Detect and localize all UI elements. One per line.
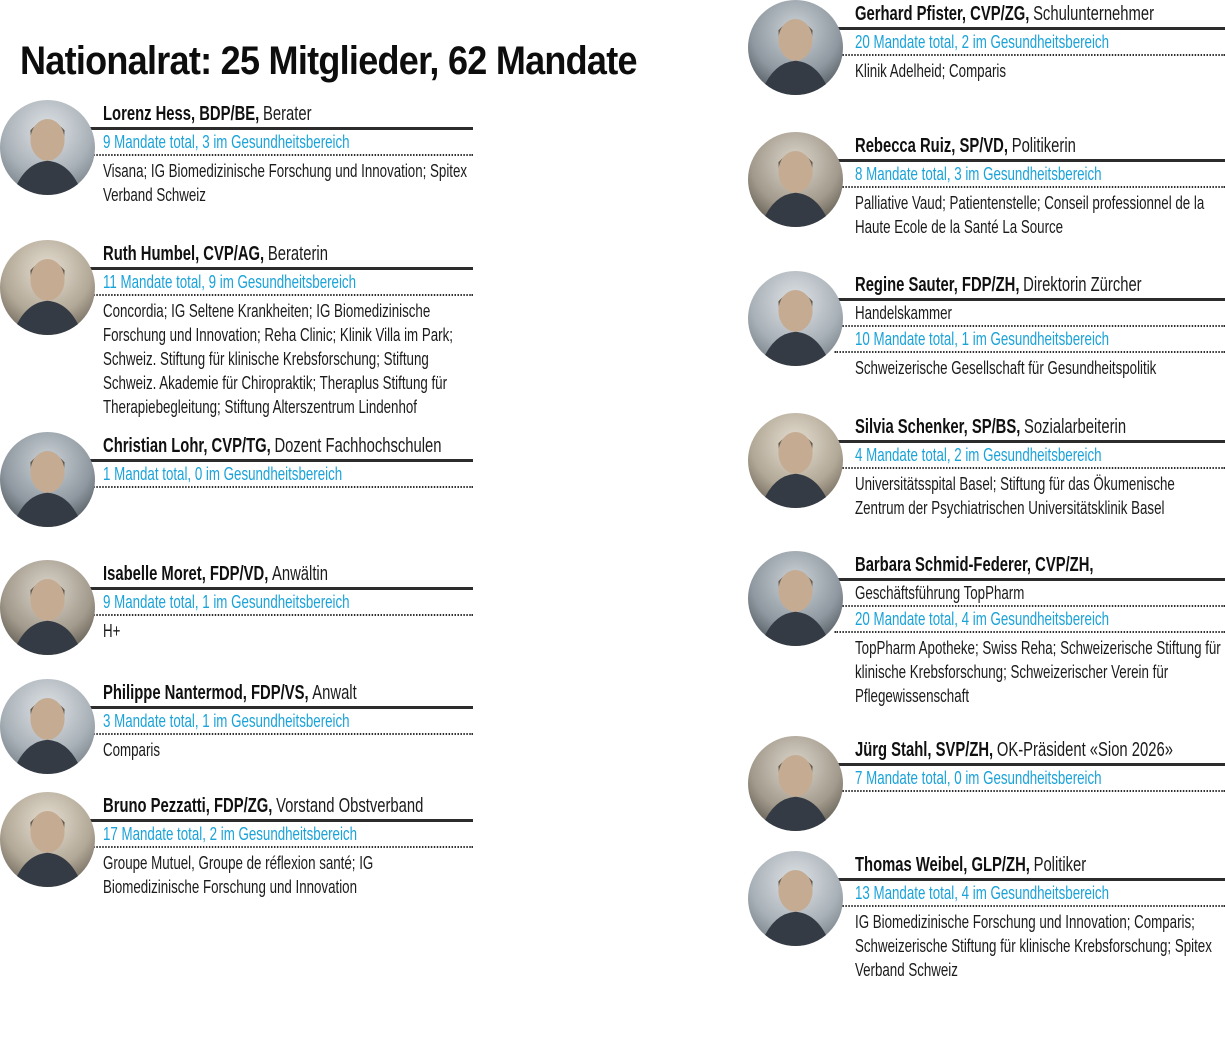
member-profession: Politikerin bbox=[1011, 135, 1076, 157]
member-text-block bbox=[855, 736, 1225, 792]
person-silhouette-icon bbox=[0, 432, 95, 527]
portrait-photo bbox=[748, 551, 843, 646]
member-text-block bbox=[103, 100, 483, 207]
person-silhouette-icon bbox=[748, 851, 843, 946]
member-profession: Berater bbox=[262, 103, 312, 125]
member-name-line bbox=[834, 271, 1225, 301]
mandate-summary: 10 Mandate total, 1 im Gesundheitsbereich bbox=[834, 327, 1225, 353]
person-silhouette-icon bbox=[748, 0, 843, 95]
member-profession: Schulunternehmer bbox=[1033, 3, 1155, 25]
member-text-block bbox=[103, 432, 483, 488]
mandate-summary: 9 Mandate total, 1 im Gesundheitsbereich bbox=[82, 590, 473, 616]
member-profession: Beraterin bbox=[267, 243, 328, 265]
member-profession: Anwältin bbox=[272, 563, 328, 585]
portrait-photo bbox=[0, 679, 95, 774]
member-profession: Politiker bbox=[1033, 854, 1087, 876]
member-name: Philippe Nantermod, FDP/VS, bbox=[103, 682, 309, 704]
member-profession: Anwalt bbox=[312, 682, 357, 704]
person-silhouette-icon bbox=[0, 679, 95, 774]
portrait-photo bbox=[748, 271, 843, 366]
organisations: Groupe Mutuel, Groupe de réflexion santé; IG Biomedizinische Forschung und Innovation bbox=[103, 853, 374, 897]
person-silhouette-icon bbox=[0, 792, 95, 887]
organisations: TopPharm Apotheke; Swiss Reha; Schweizerische Stiftung für klinische Krebsforschung; Schweizerischer Verein für Pflegewissenschaft bbox=[855, 638, 1221, 706]
member-name-line bbox=[82, 679, 473, 709]
person-silhouette-icon bbox=[0, 560, 95, 655]
member-name-line bbox=[834, 851, 1225, 881]
member-name-line bbox=[82, 100, 473, 130]
member-profession: Dozent Fachhochschulen bbox=[274, 435, 442, 457]
member-name: Thomas Weibel, GLP/ZH, bbox=[855, 854, 1030, 876]
member-name-line bbox=[834, 413, 1225, 443]
person-silhouette-icon bbox=[0, 100, 95, 195]
portrait-photo bbox=[748, 736, 843, 831]
mandate-summary: 8 Mandate total, 3 im Gesundheitsbereich bbox=[834, 162, 1225, 188]
mandate-summary: 17 Mandate total, 2 im Gesundheitsbereich bbox=[82, 822, 473, 848]
page-title: Nationalrat: 25 Mitglieder, 62 Mandate bbox=[20, 38, 637, 83]
member-profession-line2: Geschäftsführung TopPharm bbox=[834, 581, 1225, 607]
organisations: Klinik Adelheid; Comparis bbox=[855, 61, 1007, 81]
member-name: Lorenz Hess, BDP/BE, bbox=[103, 103, 260, 125]
mandate-summary: 20 Mandate total, 2 im Gesundheitsbereich bbox=[834, 30, 1225, 56]
member-name-line bbox=[834, 132, 1225, 162]
member-profession-line2: Handelskammer bbox=[834, 301, 1225, 327]
person-silhouette-icon bbox=[748, 413, 843, 508]
member-name-line bbox=[82, 240, 473, 270]
organisations: Schweizerische Gesellschaft für Gesundheitspolitik bbox=[855, 358, 1157, 378]
member-name: Ruth Humbel, CVP/AG, bbox=[103, 243, 265, 265]
member-name: Christian Lohr, CVP/TG, bbox=[103, 435, 271, 457]
member-entry bbox=[748, 551, 1225, 751]
member-name: Bruno Pezzatti, FDP/ZG, bbox=[103, 795, 273, 817]
member-name: Barbara Schmid-Federer, CVP/ZH, bbox=[855, 554, 1094, 576]
member-name-line bbox=[834, 736, 1225, 766]
organisations: Concordia; IG Seltene Krankheiten; IG Biomedizinische Forschung und Innovation; Reha Clinic; Klinik Villa im Park; Schweiz. Stiftung für klinische Krebsforschung; Stiftung Schweiz. Akademie für Chiropraktik; Theraplus Stiftung für Therapiebegleitung; Stiftung Alterszentrum Lindenhof bbox=[103, 301, 453, 417]
member-text-block bbox=[103, 560, 483, 643]
organisations: Comparis bbox=[103, 740, 161, 760]
portrait-photo bbox=[748, 851, 843, 946]
mandate-summary: 4 Mandate total, 2 im Gesundheitsbereich bbox=[834, 443, 1225, 469]
member-text-block bbox=[103, 792, 483, 899]
member-name-line bbox=[82, 792, 473, 822]
portrait-photo bbox=[0, 100, 95, 195]
mandate-summary: 11 Mandate total, 9 im Gesundheitsbereich bbox=[82, 270, 473, 296]
member-entry bbox=[748, 851, 1225, 1051]
member-name: Isabelle Moret, FDP/VD, bbox=[103, 563, 269, 585]
mandate-summary: 1 Mandat total, 0 im Gesundheitsbereich bbox=[82, 462, 473, 488]
member-text-block bbox=[855, 132, 1225, 239]
member-name-line bbox=[82, 560, 473, 590]
organisations: Palliative Vaud; Patientenstelle; Conseil professionnel de la Haute Ecole de la Santé La Source bbox=[855, 193, 1205, 237]
member-text-block bbox=[855, 413, 1225, 520]
member-text-block bbox=[103, 240, 483, 419]
person-silhouette-icon bbox=[748, 271, 843, 366]
mandate-summary: 3 Mandate total, 1 im Gesundheitsbereich bbox=[82, 709, 473, 735]
portrait-photo bbox=[0, 792, 95, 887]
portrait-photo bbox=[748, 0, 843, 95]
organisations: IG Biomedizinische Forschung und Innovation; Comparis; Schweizerische Stiftung für klinische Krebsforschung; Spitex Verband Schweiz bbox=[855, 912, 1212, 980]
person-silhouette-icon bbox=[748, 132, 843, 227]
portrait-photo bbox=[748, 132, 843, 227]
member-text-block bbox=[855, 271, 1225, 380]
mandate-summary: 13 Mandate total, 4 im Gesundheitsbereich bbox=[834, 881, 1225, 907]
portrait-photo bbox=[0, 560, 95, 655]
member-entry bbox=[0, 240, 477, 440]
member-name-line bbox=[834, 551, 1225, 581]
member-profession: Vorstand Obstverband bbox=[276, 795, 424, 817]
member-profession: Direktorin Zürcher bbox=[1023, 274, 1142, 296]
person-silhouette-icon bbox=[0, 240, 95, 335]
organisations: Universitätsspital Basel; Stiftung für das Ökumenische Zentrum der Psychiatrischen Universitätsklinik Basel bbox=[855, 474, 1175, 518]
person-silhouette-icon bbox=[748, 736, 843, 831]
organisations: Visana; IG Biomedizinische Forschung und Innovation; Spitex Verband Schweiz bbox=[103, 161, 468, 205]
mandate-summary: 9 Mandate total, 3 im Gesundheitsbereich bbox=[82, 130, 473, 156]
portrait-photo bbox=[0, 240, 95, 335]
member-profession: Sozialarbeiterin bbox=[1024, 416, 1127, 438]
member-text-block bbox=[855, 851, 1225, 982]
member-name: Silvia Schenker, SP/BS, bbox=[855, 416, 1021, 438]
portrait-photo bbox=[0, 432, 95, 527]
member-name: Jürg Stahl, SVP/ZH, bbox=[855, 739, 994, 761]
member-name-line bbox=[834, 0, 1225, 30]
mandate-summary: 20 Mandate total, 4 im Gesundheitsbereich bbox=[834, 607, 1225, 633]
portrait-photo bbox=[748, 413, 843, 508]
member-profession: OK-Präsident «Sion 2026» bbox=[996, 739, 1173, 761]
member-text-block bbox=[855, 0, 1225, 83]
member-name-line bbox=[82, 432, 473, 462]
mandate-summary: 7 Mandate total, 0 im Gesundheitsbereich bbox=[834, 766, 1225, 792]
member-name: Gerhard Pfister, CVP/ZG, bbox=[855, 3, 1030, 25]
member-text-block bbox=[855, 551, 1225, 708]
member-text-block bbox=[103, 679, 483, 762]
member-name: Rebecca Ruiz, SP/VD, bbox=[855, 135, 1008, 157]
organisations: H+ bbox=[103, 621, 121, 641]
person-silhouette-icon bbox=[748, 551, 843, 646]
member-entry bbox=[0, 792, 477, 992]
member-name: Regine Sauter, FDP/ZH, bbox=[855, 274, 1020, 296]
